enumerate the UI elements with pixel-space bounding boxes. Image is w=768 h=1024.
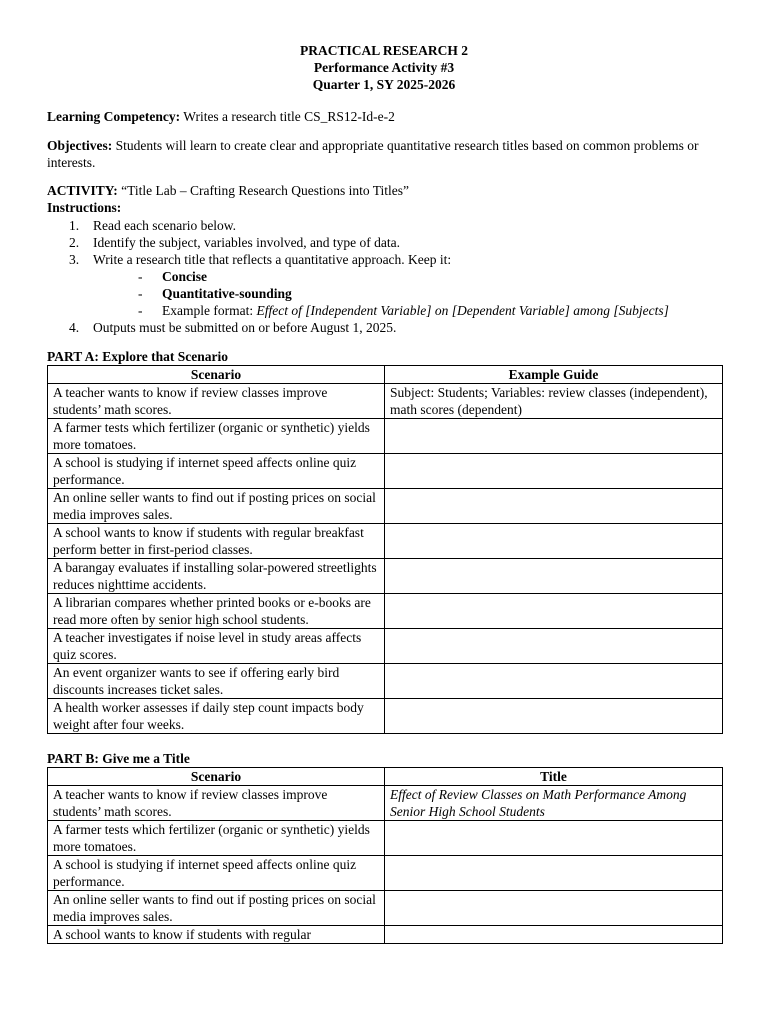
activity-label: ACTIVITY:: [47, 182, 118, 198]
scenario-cell: A librarian compares whether printed books or e-books are read more often by senior high school students.: [48, 593, 385, 628]
table-row: [48, 925, 723, 943]
table-row: [48, 418, 723, 453]
column-header-scenario: Scenario: [48, 767, 385, 785]
part-a-table: [47, 365, 723, 734]
table-header-row: [48, 365, 723, 383]
instructions-heading: Instructions:: [47, 200, 122, 215]
table-row: [48, 558, 723, 593]
title-cell[interactable]: [385, 855, 723, 890]
scenario-cell: An event organizer wants to see if offering early bird discounts increases ticket sales.: [48, 663, 385, 698]
scenario-cell: A teacher wants to know if review classes improve students’ math scores.: [48, 383, 385, 418]
objectives-text: Students will learn to create clear and appropriate quantitative research titles based on common problems or interests.: [47, 137, 699, 170]
scenario-cell: A school is studying if internet speed affects online quiz performance.: [48, 855, 385, 890]
table-row: [48, 523, 723, 558]
scenario-cell: An online seller wants to find out if posting prices on social media improves sales.: [48, 890, 385, 925]
scenario-cell: A barangay evaluates if installing solar-powered streetlights reduces nighttime accidents.: [48, 558, 385, 593]
scenario-cell: A teacher wants to know if review classes improve students’ math scores.: [48, 785, 385, 820]
learning-competency-text: Writes a research title CS_RS12-Id-e-2: [180, 109, 395, 124]
guide-cell[interactable]: [385, 698, 723, 733]
guide-cell[interactable]: [385, 628, 723, 663]
objectives-label: Objectives:: [47, 137, 113, 153]
table-row: [48, 698, 723, 733]
scenario-cell: A school wants to know if students with regular breakfast perform better in first-period classes.: [48, 523, 385, 558]
title-cell[interactable]: Effect of Review Classes on Math Performance Among Senior High School Students: [385, 785, 723, 820]
instruction-item: 2. Identify the subject, variables involved, and type of data.: [69, 234, 401, 250]
part-b-table: [47, 767, 723, 944]
document-header: [47, 42, 721, 93]
guide-cell[interactable]: [385, 558, 723, 593]
scenario-cell: A farmer tests which fertilizer (organic or synthetic) yields more tomatoes.: [48, 418, 385, 453]
title-cell[interactable]: [385, 820, 723, 855]
table-row: [48, 785, 723, 820]
part-a-title: PART A: Explore that Scenario: [47, 348, 229, 364]
table-row: [48, 383, 723, 418]
table-row: [48, 593, 723, 628]
table-row: [48, 890, 723, 925]
table-row: [48, 453, 723, 488]
guide-cell[interactable]: [385, 488, 723, 523]
instruction-subitem: - Example format: Effect of [Independent Variable] on [Dependent Variable] among [Subjects]: [138, 302, 669, 318]
guide-cell[interactable]: Subject: Students; Variables: review classes (independent), math scores (dependent): [385, 383, 723, 418]
scenario-cell: A farmer tests which fertilizer (organic or synthetic) yields more tomatoes.: [48, 820, 385, 855]
column-header-title: Title: [385, 767, 723, 785]
instruction-item: 1. Read each scenario below.: [69, 217, 237, 233]
table-row: [48, 628, 723, 663]
document-page: [47, 42, 721, 944]
table-row: [48, 855, 723, 890]
guide-cell[interactable]: [385, 453, 723, 488]
title-cell[interactable]: [385, 890, 723, 925]
instruction-item: 3. Write a research title that reflects a quantitative approach. Keep it: - Concise - Quantitative-sounding - Example format: Effect of [Independent Variable] on [Dependent Variable] among [Subjects]: [47, 251, 721, 319]
table-header-row: [48, 767, 723, 785]
guide-cell[interactable]: [385, 663, 723, 698]
title-cell[interactable]: [385, 925, 723, 943]
guide-cell[interactable]: [385, 593, 723, 628]
learning-competency-label: Learning Competency:: [47, 109, 181, 124]
activity-title: Performance Activity #3: [313, 60, 455, 75]
quarter-title: Quarter 1, SY 2025-2026: [312, 77, 456, 92]
scenario-cell: A teacher investigates if noise level in study areas affects quiz scores.: [48, 628, 385, 663]
activity-text: “Title Lab – Crafting Research Questions into Titles”: [117, 182, 410, 198]
part-b-title: PART B: Give me a Title: [47, 750, 190, 766]
instruction-item: 4. Outputs must be submitted on or before August 1, 2025.: [69, 319, 397, 335]
table-row: [48, 488, 723, 523]
scenario-cell: A school wants to know if students with regular: [48, 925, 385, 943]
instruction-sublist: [93, 268, 721, 319]
instructions-list: [47, 217, 721, 336]
instruction-subitem: - Concise: [138, 268, 207, 284]
guide-cell[interactable]: [385, 523, 723, 558]
scenario-cell: An online seller wants to find out if posting prices on social media improves sales.: [48, 488, 385, 523]
learning-competency: [47, 108, 721, 126]
column-header-example-guide: Example Guide: [385, 365, 723, 383]
activity-line: [47, 182, 721, 200]
table-row: [48, 820, 723, 855]
scenario-cell: A health worker assesses if daily step count impacts body weight after four weeks.: [48, 698, 385, 733]
table-row: [48, 663, 723, 698]
instruction-subitem: - Quantitative-sounding: [138, 285, 292, 301]
subject-title: PRACTICAL RESEARCH 2: [299, 43, 469, 58]
guide-cell[interactable]: [385, 418, 723, 453]
objectives: [47, 137, 721, 172]
column-header-scenario: Scenario: [48, 365, 385, 383]
scenario-cell: A school is studying if internet speed affects online quiz performance.: [48, 453, 385, 488]
